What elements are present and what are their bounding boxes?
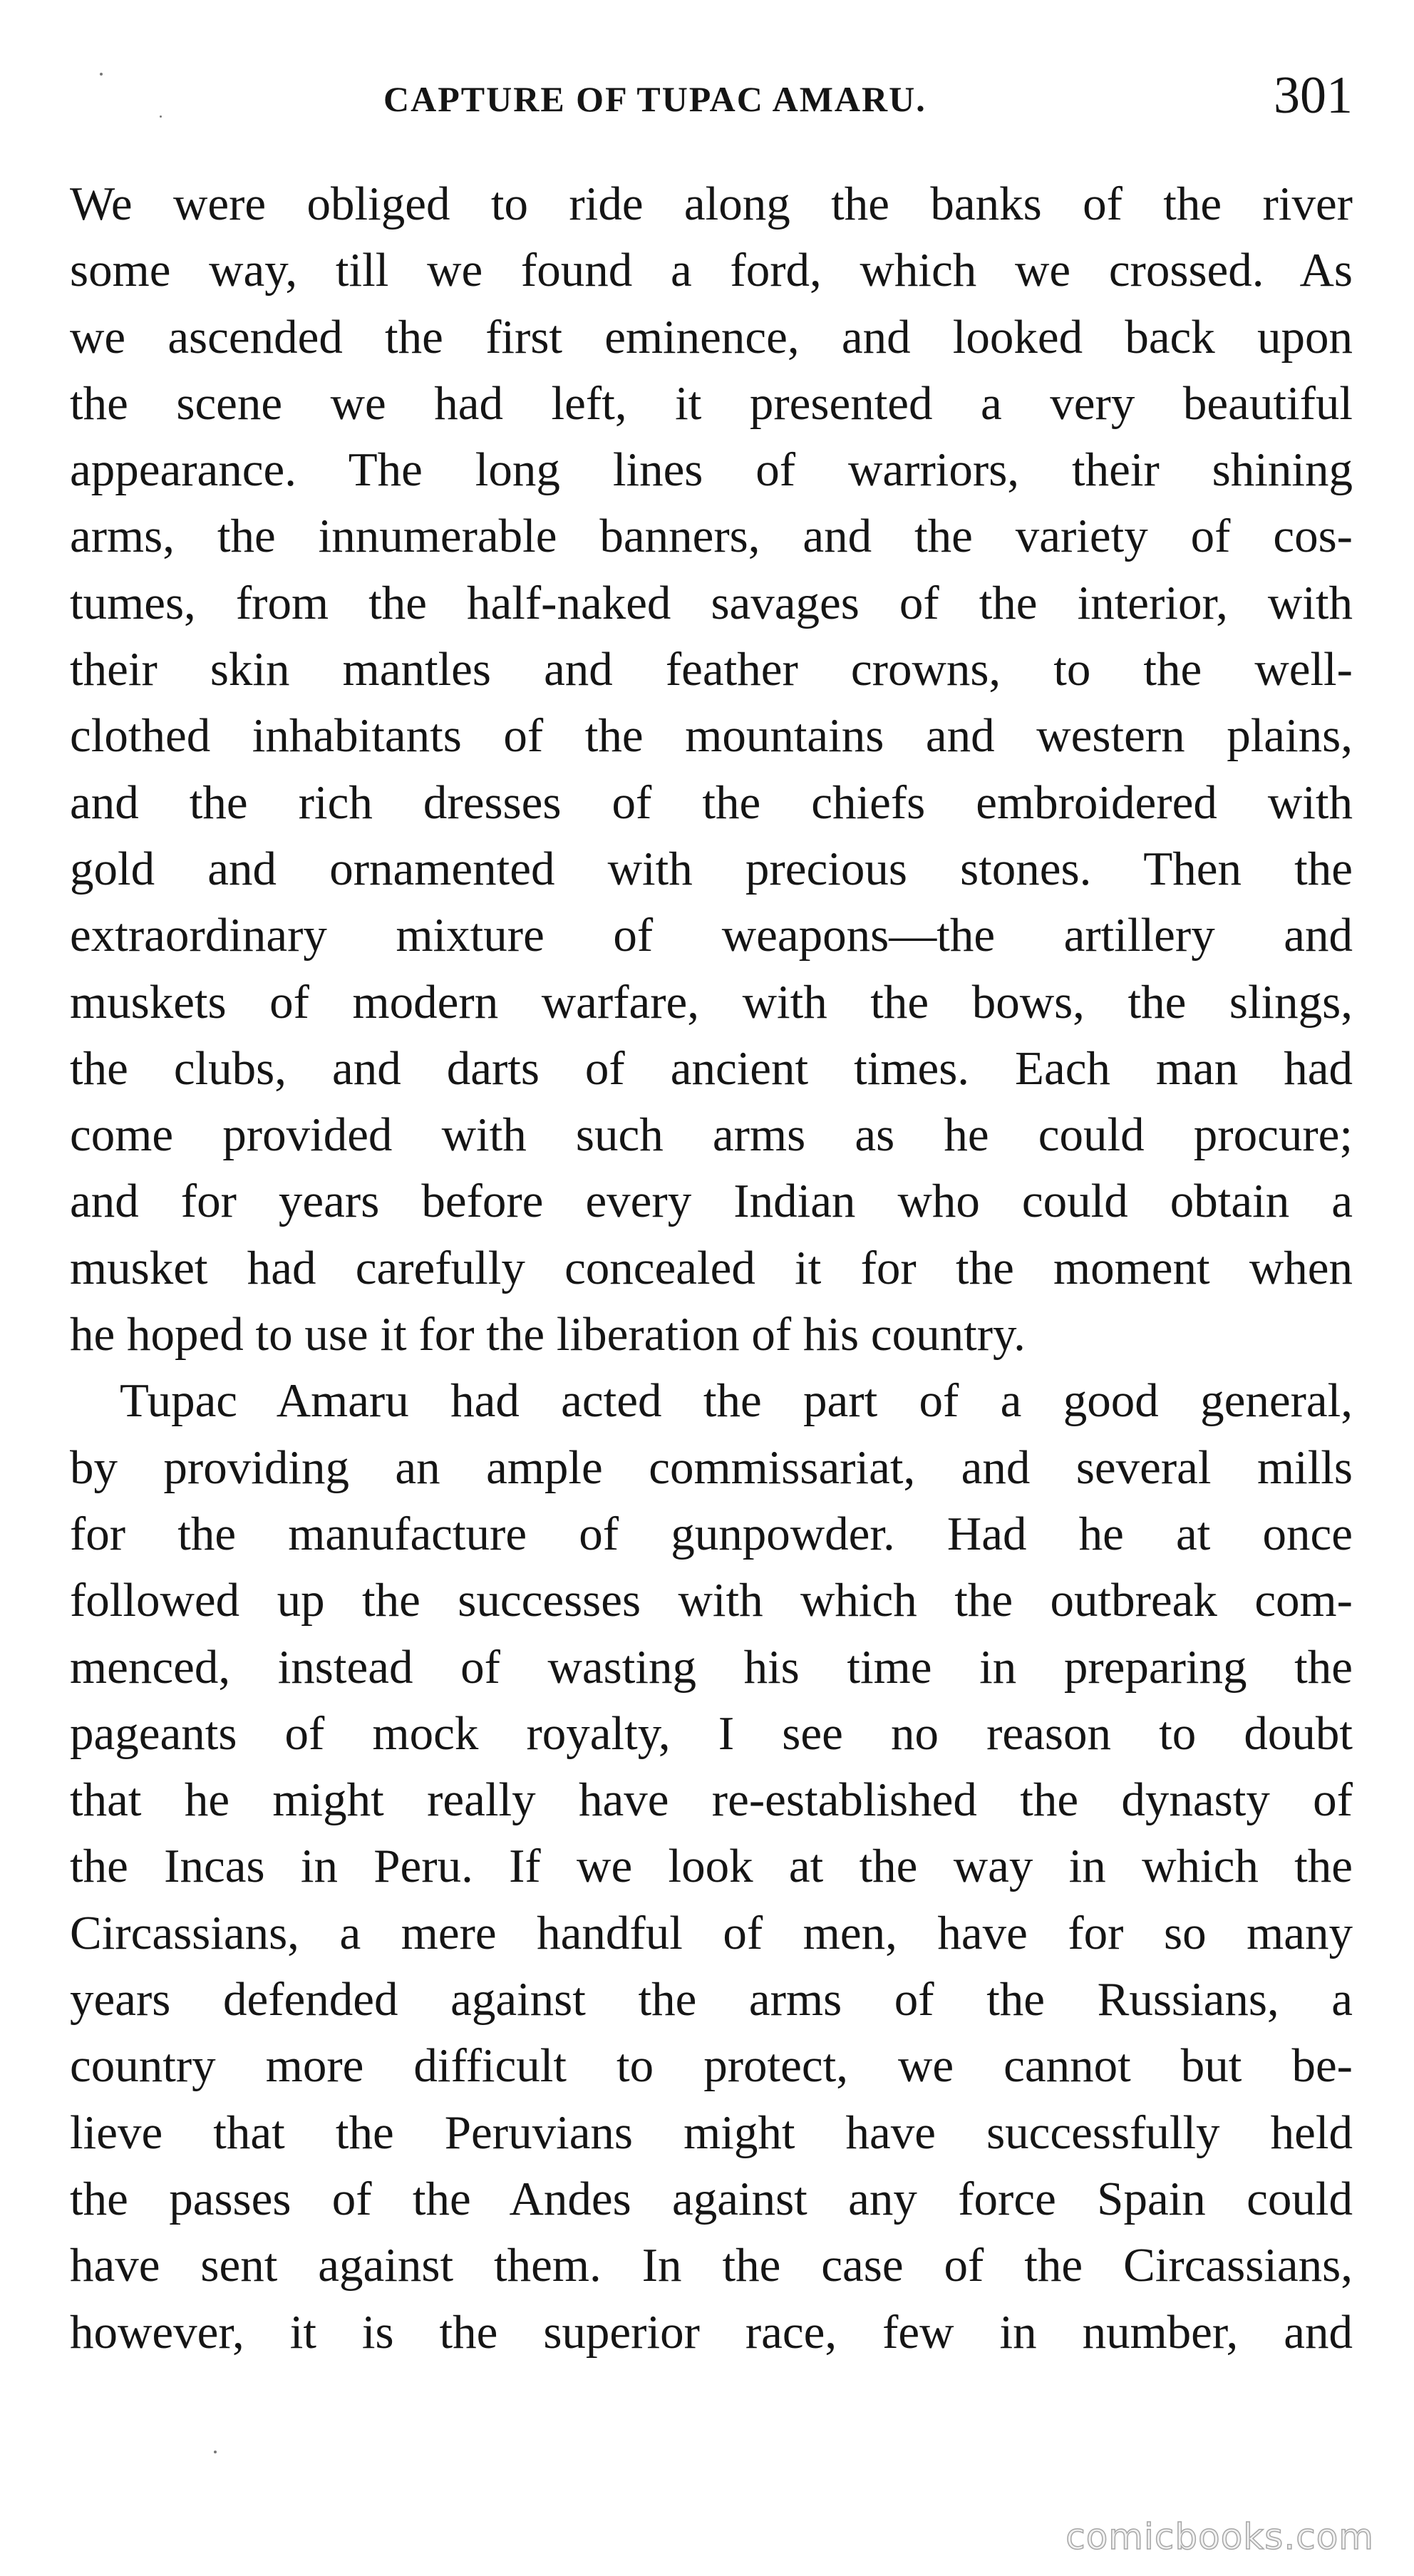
text-line: gold and ornamented with precious stones. Then the [70, 842, 1353, 895]
text-line: the scene we had left, it presented a very beautiful [70, 376, 1353, 430]
running-title: CAPTURE OF TUPAC AMARU. [383, 79, 927, 119]
body-text [70, 171, 1353, 2366]
text-line: arms, the innumerable banners, and the variety of cos- [70, 510, 1353, 563]
text-line: he hoped to use it for the liberation of his country. [70, 1308, 1026, 1361]
text-line: pageants of mock royalty, I see no reason to doubt [70, 1706, 1353, 1760]
text-line: have sent against them. In the case of the Circassians, [70, 2239, 1353, 2292]
ink-speck [214, 2451, 217, 2453]
text-line: that he might really have re-established the dynasty of [70, 1773, 1353, 1827]
text-line: the Incas in Peru. If we look at the way in which the [70, 1840, 1353, 1893]
text-line: the clubs, and darts of ancient times. Each man had [70, 1041, 1353, 1095]
text-line: years defended against the arms of the Russians, a [70, 1973, 1353, 2026]
running-head [70, 66, 1353, 130]
text-line: and for years before every Indian who could obtain a [70, 1175, 1353, 1228]
text-line: their skin mantles and feather crowns, to the well- [70, 643, 1353, 696]
text-line: tumes, from the half-naked savages of the interior, with [70, 576, 1353, 629]
text-line: Circassians, a mere handful of men, have for so many [70, 1906, 1353, 1959]
text-line: appearance. The long lines of warriors, their shining [70, 443, 1353, 497]
site-watermark: comicbooks.com [1065, 2516, 1374, 2557]
text-line: clothed inhabitants of the mountains and western plains, [70, 709, 1353, 763]
page-number: 301 [1274, 66, 1353, 125]
text-line: country more difficult to protect, we cannot but be- [70, 2039, 1353, 2093]
paragraph [70, 171, 1353, 1368]
text-line: menced, instead of wasting his time in preparing the [70, 1640, 1353, 1694]
text-line: by providing an ample commissariat, and several mills [70, 1441, 1353, 1494]
text-line: some way, till we found a ford, which we crossed. As [70, 244, 1353, 297]
text-line: We were obliged to ride along the banks of the river [70, 177, 1353, 230]
paragraph [70, 1368, 1353, 2365]
text-line: the passes of the Andes against any force Spain could [70, 2172, 1353, 2225]
text-line: however, it is the superior race, few in number, and [70, 2305, 1353, 2359]
text-line: extraordinary mixture of weapons—the artillery and [70, 909, 1353, 962]
text-line: musket had carefully concealed it for the moment when [70, 1241, 1353, 1294]
text-line: muskets of modern warfare, with the bows, the slings, [70, 975, 1353, 1029]
text-line: come provided with such arms as he could procure; [70, 1108, 1353, 1162]
text-line: lieve that the Peruvians might have successfully held [70, 2106, 1353, 2159]
text-line: Tupac Amaru had acted the part of a good general, [120, 1374, 1353, 1428]
text-line: we ascended the first eminence, and looked back upon [70, 310, 1353, 364]
text-line: followed up the successes with which the outbreak com- [70, 1574, 1353, 1627]
text-line: for the manufacture of gunpowder. Had he at once [70, 1507, 1353, 1560]
text-line: and the rich dresses of the chiefs embroidered with [70, 776, 1353, 829]
